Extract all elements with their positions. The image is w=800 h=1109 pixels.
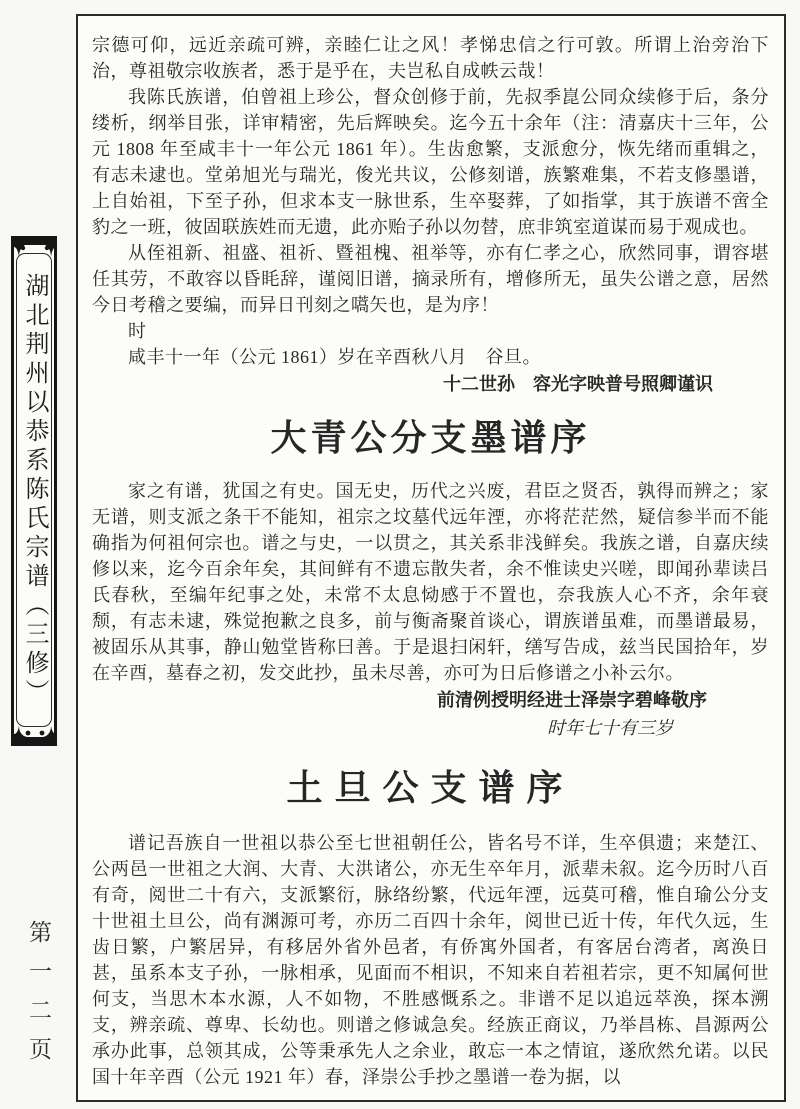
spine-banner <box>10 236 58 746</box>
intro-paragraph: 我陈氏族谱，伯曾祖上珍公，督众创修于前，先叔季崑公同众续修于后，条分缕析，纲举目张，详审精密，先后辉映矣。迄今五十余年（注：清嘉庆十三年，公元 1808 年至咸丰十一年公元 1861 年）。生齿愈繁，支派愈分，恢先绪而重辑之，有志未逮也。堂弟旭光与瑞光，俊光共议，公修刻谱，族繁难集，不若支修墨谱，上自始祖，下至子孙，但求本支一脉世系，生卒娶葬，了如指掌，其于族谱不啻全豹之一班，彼固联族姓而无遗，此亦贻子孙以勿替，庶非筑室道谋而易于观成也。 <box>92 87 769 237</box>
intro-paragraph-continuation: 宗德可仰，远近亲疏可辨，亲睦仁让之风！孝悌忠信之行可敦。所谓上治旁治下治，尊祖敬宗收族者，悉于是乎在，夫岂私自成帙云哉！ <box>92 35 769 81</box>
page-number: 第一二页 <box>26 920 51 1076</box>
section-heading-tudan: 土旦公支谱序 <box>286 768 575 808</box>
tudan-paragraph: 谱记吾族自一世祖以恭公至七世祖朝任公，皆名号不详，生卒俱遗；来楚江、公两邑一世祖之大润、大青、大洪诸公，亦无生卒年月，派辈未叙。迄今历时八百有奇，阅世二十有六，支派繁衍，脉络纷繁，代远年湮，远莫可稽，惟自瑜公分支十世祖土旦公，尚有渊源可考，亦历二百四十余年，阅世已近十传，年代久远，生齿日繁，户繁居异，有移居外省外邑者，有侨寓外国者，有客居台湾者，离涣日甚，虽系本支子孙，一脉相承，见面而不相识，不知来自若祖若宗，更不知属何世何支，当思木本水源，人不如物，不胜感慨系之。非谱不足以追远萃涣，探本溯支，辨亲疏、尊卑、长幼也。则谱之修诚急矣。经族正商议，乃举昌栋、昌源两公承办此事，总领其成，公等秉承先人之余业，敢忘一本之情谊，遂欣然允诺。以民国十年辛酉（公元 1921 年）春，泽崇公手抄之墨谱一卷为据，以 <box>92 833 769 1087</box>
intro-signature: 十二世孙 容光字映普号照卿谨识 <box>443 374 713 394</box>
section-heading-daqing: 大青公分支墨谱序 <box>270 418 591 458</box>
intro-date-line: 咸丰十一年（公元 1861）岁在辛酉秋八月 谷旦。 <box>128 347 541 367</box>
intro-time-word: 时 <box>128 321 147 341</box>
intro-paragraph: 从侄祖新、祖盛、祖祈、暨祖槐、祖举等，亦有仁孝之心，欣然同事，谓容堪任其劳，不敢容以昏眊辞，谨阅旧谱，摘录所有，增修所无，虽失公谱之意，居然今日考稽之要编，而异日刊刻之嚆矢也，是为序！ <box>92 243 769 315</box>
banner-bottom-bar <box>11 737 57 746</box>
daqing-paragraph: 家之有谱，犹国之有史。国无史，历代之兴废，君臣之贤否，孰得而辨之；家无谱，则支派之条干不能知，祖宗之坟墓代远年湮，亦将茫茫然，疑信参半而不能确指为何祖何宗也。谱之与史，一以贯之，其关系非浅鲜矣。我族之谱，自嘉庆续修以来，迄今百余年矣，其间鲜有不遗忘散失者，余不惟读史兴嗟，即闻孙辈读吕氏春秋，至编年纪事之处，未常不太息恸感于不置也，奈我族人心不齐，余年衰颓，有志未逮，殊觉抱歉之良多，前与衡斋聚首谈心，谓族谱虽难，而墨谱最易，被固乐从其事，静山勉堂皆称曰善。于是退扫闲轩，缮写告成，兹当民国拾年，岁在辛酉，墓春之初，发交此抄，虽未尽善，亦可为日后修谱之小补云尔。 <box>92 481 769 683</box>
daqing-signature-age: 时年七十有三岁 <box>547 718 673 738</box>
daqing-signature: 前清例授明经进士泽崇字碧峰敬序 <box>437 690 707 710</box>
scroll-ornament-bottom-icon <box>14 724 56 738</box>
content-frame <box>76 14 786 1102</box>
banner-inner-border <box>16 253 52 727</box>
banner-frame <box>11 245 57 737</box>
book-title: 湖北荆州以恭系陈氏宗谱（三修） <box>21 272 47 708</box>
